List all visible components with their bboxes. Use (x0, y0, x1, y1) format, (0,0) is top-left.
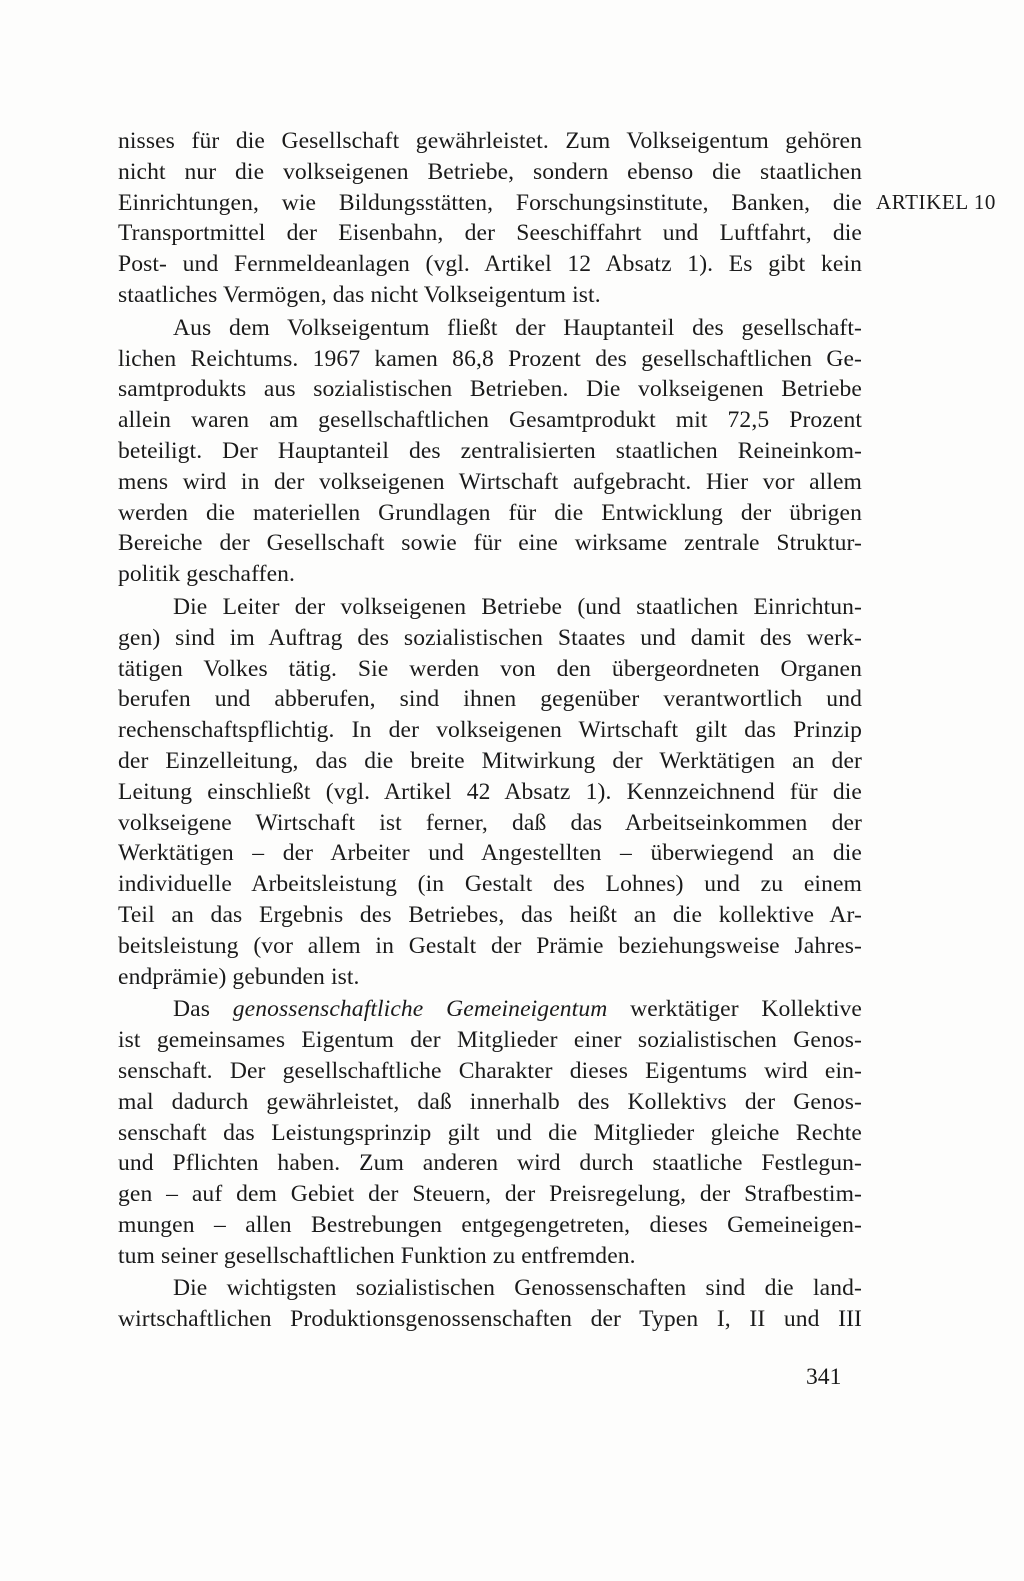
text-line: mungen – allen Bestrebungen entgegengetreten, dieses Gemeineigen- (118, 1211, 862, 1238)
text-line: nicht nur die volkseigenen Betriebe, sondern ebenso die staatlichen (118, 158, 862, 185)
text-line: tätigen Volkes tätig. Sie werden von den übergeordneten Organen (118, 655, 862, 682)
text-line: politik geschaffen. (118, 561, 296, 588)
text-line: volkseigene Wirtschaft ist ferner, daß das Arbeitseinkommen der (118, 809, 862, 836)
text-line: und Pflichten haben. Zum anderen wird durch staatliche Festlegun- (118, 1150, 862, 1177)
text-line: gen – auf dem Gebiet der Steuern, der Preisregelung, der Strafbestim- (118, 1181, 862, 1208)
paragraph-4 (118, 994, 862, 1271)
text-line: nisses für die Gesellschaft gewährleistet. Zum Volkseigentum gehören (118, 128, 862, 154)
text-line: endprämie) gebunden ist. (118, 963, 360, 990)
text-line: ist gemeinsames Eigentum der Mitglieder einer sozialistischen Genos- (118, 1027, 862, 1054)
page-number: 341 (806, 1364, 842, 1390)
text-line: tum seiner gesellschaftlichen Funktion zu entfremden. (118, 1242, 636, 1269)
text-run: werktätiger Kollektive (607, 996, 863, 1023)
text-line: Einrichtungen, wie Bildungsstätten, Forschungsinstitute, Banken, die (118, 189, 862, 216)
text-line: senschaft. Der gesellschaftliche Charakter dieses Eigentums wird ein- (118, 1057, 862, 1084)
text-line: mal dadurch gewährleistet, daß innerhalb des Kollektivs der Genos- (118, 1088, 862, 1115)
text-line: staatliches Vermögen, das nicht Volkseigentum ist. (118, 281, 601, 308)
text-line: beteiligt. Der Hauptanteil des zentralisierten staatlichen Reineinkom- (118, 437, 862, 464)
text-line: Teil an das Ergebnis des Betriebes, das heißt an die kollektive Ar- (118, 901, 862, 928)
text-line: Post- und Fernmeldeanlagen (vgl. Artikel 12 Absatz 1). Es gibt kein (118, 251, 862, 278)
text-line: der Einzelleitung, das die breite Mitwirkung der Werktätigen an der (118, 747, 862, 774)
italic-term: genossenschaftliche Gemeineigentum (232, 996, 608, 1023)
text-line: senschaft das Leistungsprinzip gilt und die Mitglieder gleiche Rechte (118, 1119, 862, 1146)
margin-note-article: ARTIKEL 10 (876, 190, 997, 214)
text-line: Bereiche der Gesellschaft sowie für eine wirksame zentrale Struktur- (118, 530, 862, 557)
paragraph-3 (118, 592, 862, 992)
text-line (118, 994, 862, 1025)
text-line: werden die materiellen Grundlagen für die Entwicklung der übrigen (118, 499, 862, 526)
text-line: mens wird in der volkseigenen Wirtschaft aufgebracht. Hier vor allem (118, 468, 862, 495)
paragraph-2 (118, 313, 862, 590)
paragraph-5 (118, 1273, 862, 1335)
text-line: wirtschaftlichen Produktionsgenossenschaften der Typen I, II und III (118, 1306, 862, 1333)
text-line: berufen und abberufen, sind ihnen gegenüber verantwortlich und (118, 686, 862, 713)
text-line: Transportmittel der Eisenbahn, der Seeschiffahrt und Luftfahrt, die (118, 220, 862, 247)
text-line: rechenschaftspflichtig. In der volkseigenen Wirtschaft gilt das Prinzip (118, 717, 862, 744)
text-line: gen) sind im Auftrag des sozialistischen Staates und damit des werk- (118, 624, 862, 651)
text-line: lichen Reichtums. 1967 kamen 86,8 Prozent des gesellschaftlichen Ge- (118, 345, 862, 372)
text-line: beitsleistung (vor allem in Gestalt der Prämie beziehungsweise Jahres- (118, 932, 862, 959)
text-line: Die wichtigsten sozialistischen Genossenschaften sind die land- (173, 1275, 862, 1302)
text-line: allein waren am gesellschaftlichen Gesamtprodukt mit 72,5 Prozent (118, 407, 862, 434)
body-text (118, 126, 862, 1335)
text-line: Die Leiter der volkseigenen Betriebe (und staatlichen Einrichtun- (173, 593, 862, 620)
text-line: Aus dem Volkseigentum fließt der Hauptanteil des gesellschaft- (173, 314, 862, 341)
text-line: Werktätigen – der Arbeiter und Angestellten – überwiegend an die (118, 840, 862, 867)
paragraph-1 (118, 126, 862, 311)
text-run: Das (173, 996, 233, 1023)
text-line: Leitung einschließt (vgl. Artikel 42 Absatz 1). Kennzeichnend für die (118, 778, 862, 805)
text-line: individuelle Arbeitsleistung (in Gestalt des Lohnes) und zu einem (118, 871, 862, 898)
text-line: samtprodukts aus sozialistischen Betrieben. Die volkseigenen Betriebe (118, 376, 862, 403)
